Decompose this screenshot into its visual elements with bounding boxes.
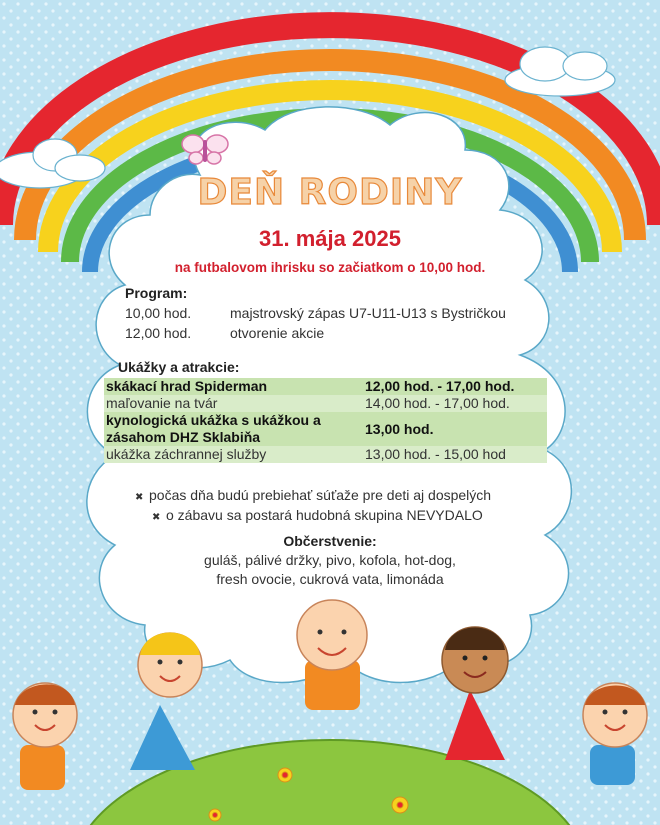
cross-bullet-icon: ✖: [135, 492, 144, 503]
activity-name: ukážka záchrannej služby: [106, 446, 267, 462]
program-time-2: 12,00 hod.: [125, 325, 192, 341]
activity-name: skákací hrad Spiderman: [106, 378, 268, 394]
activity-time: 13,00 hod.: [365, 420, 434, 437]
note-text: počas dňa budú prebiehať súťaže pre deti aj dospelých: [149, 487, 492, 503]
program-text-2: otvorenie akcie: [230, 325, 325, 341]
cross-bullet-icon: ✖: [152, 512, 161, 523]
table-row: [104, 378, 547, 395]
event-place: na futbalovom ihrisku so začiatkom o 10,00 hod.: [174, 260, 486, 275]
event-date: 31. mája 2025: [259, 226, 401, 251]
activity-time: 14,00 hod. - 17,00 hod.: [365, 395, 510, 411]
note-item: [152, 507, 483, 523]
table-row: [104, 412, 547, 446]
activities-label: Ukážky a atrakcie:: [118, 359, 240, 375]
program-label: Program:: [125, 285, 188, 301]
table-row: [104, 446, 547, 463]
activity-time: 12,00 hod. - 17,00 hod.: [365, 378, 515, 394]
activity-time: 13,00 hod. - 15,00 hod: [365, 446, 506, 462]
program-text-1: majstrovský zápas U7-U11-U13 s Bystričkou: [230, 305, 506, 321]
refreshments-line-1: guláš, pálivé držky, pivo, kofola, hot-dog,: [204, 552, 456, 568]
program-time-1: 10,00 hod.: [125, 305, 192, 321]
refreshments-label: Občerstvenie:: [283, 533, 377, 549]
activity-name: maľovanie na tvár: [106, 395, 218, 411]
note-item: [135, 487, 491, 503]
activities-table: [104, 378, 547, 463]
refreshments-line-2: fresh ovocie, cukrová vata, limonáda: [216, 571, 444, 587]
kid-center: [297, 600, 367, 710]
activity-name: kynologická ukážka s ukážkou a zásahom DHZ Sklabiňa: [106, 412, 321, 445]
table-row: [104, 395, 547, 412]
poster-title: DEŇ RODINY: [197, 172, 463, 213]
note-text: o zábavu sa postará hudobná skupina NEVYDALO: [166, 507, 483, 523]
